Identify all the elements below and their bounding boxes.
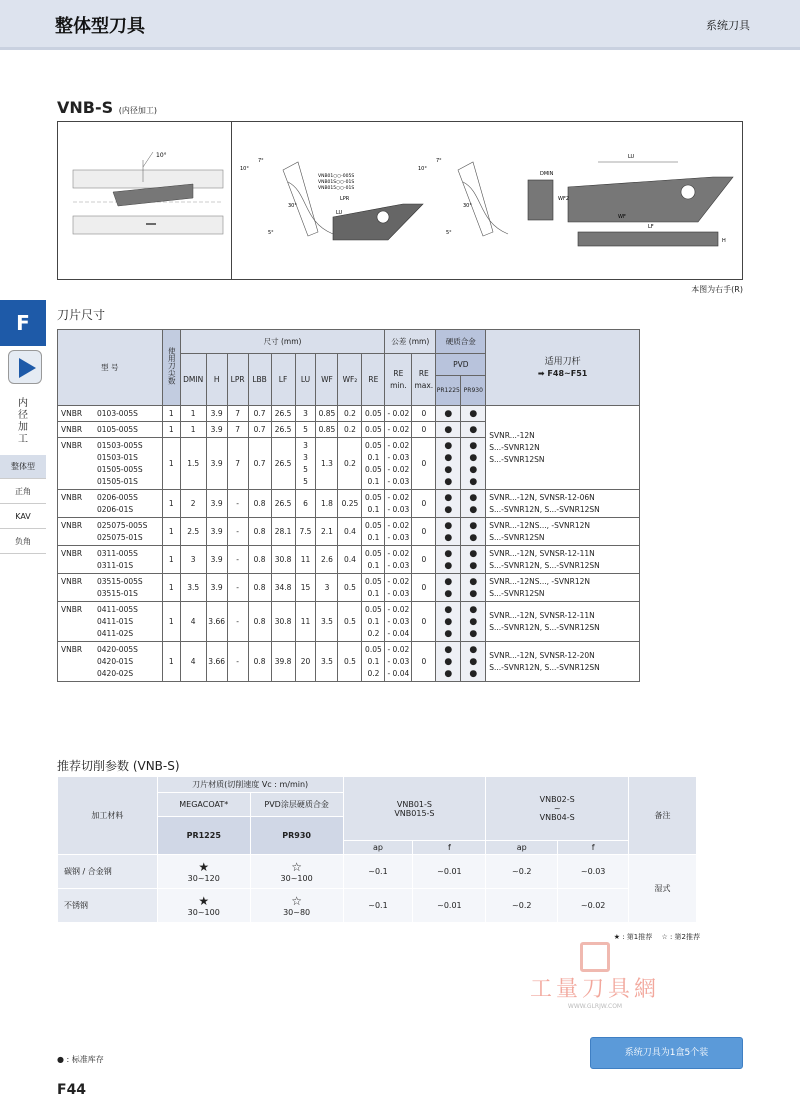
wf-value: 2.6 <box>316 546 338 574</box>
header-material: 加工材料 <box>58 777 158 855</box>
re-min-value: - 0.02 <box>385 406 412 422</box>
ap-value: ~0.1 <box>343 855 413 889</box>
svg-text:WF: WF <box>618 214 626 220</box>
header-model: 型 号 <box>58 330 163 406</box>
re-max-value: 0 <box>412 574 436 602</box>
pr930-stock: ● ● <box>461 518 486 546</box>
header-group2: VNB02-S ~ VNB04-S <box>486 777 629 841</box>
sidebar-item-kav[interactable]: KAV <box>0 505 46 529</box>
header-pvd: PVD <box>436 354 486 376</box>
wf2-value: 0.5 <box>338 602 362 642</box>
h-value: 3.66 <box>206 602 227 642</box>
lpr-value: - <box>227 642 248 682</box>
h-value: 3.9 <box>206 574 227 602</box>
lf-value: 28.1 <box>271 518 295 546</box>
re-min-value: - 0.02 - 0.03 - 0.02 - 0.03 <box>385 438 412 490</box>
pr930-stock: ● ● <box>461 490 486 518</box>
insert-code: VNBR 025075-005S 025075-01S <box>58 518 163 546</box>
edge-count: 1 <box>162 642 180 682</box>
lbb-value: 0.8 <box>248 546 271 574</box>
lpr-value: 7 <box>227 422 248 438</box>
f-value: ~0.01 <box>413 855 486 889</box>
lbb-value: 0.8 <box>248 574 271 602</box>
ap-value: ~0.2 <box>486 889 558 923</box>
lbb-value: 0.8 <box>248 518 271 546</box>
lpr-value: - <box>227 490 248 518</box>
svg-text:WF2: WF2 <box>558 196 570 202</box>
lu-value: 15 <box>295 574 316 602</box>
insert-code: VNBR 0206-005S 0206-01S <box>58 490 163 518</box>
header-re: RE <box>362 354 385 406</box>
pr930-cell: ☆ 30~80 <box>250 889 343 923</box>
dmin-value: 3.5 <box>180 574 206 602</box>
header-ap-2: ap <box>486 841 558 855</box>
insert-code: VNBR 0105-005S <box>58 422 163 438</box>
wf2-value: 0.2 <box>338 438 362 490</box>
wf-value: 1.3 <box>316 438 338 490</box>
wf2-value: 0.4 <box>338 518 362 546</box>
lpr-value: - <box>227 602 248 642</box>
applicable-holder: SVNR...-12N, SVNSR-12-20N S...-SVNR12N, S...-SVNR12SN <box>486 642 640 682</box>
header-pr930: PR930 <box>461 376 486 406</box>
re-value: 0.05 0.1 <box>362 490 385 518</box>
wf-value: 1.8 <box>316 490 338 518</box>
sidebar-item-solid[interactable]: 整体型 <box>0 455 46 479</box>
wf2-value: 0.2 <box>338 406 362 422</box>
svg-text:10°: 10° <box>418 166 427 172</box>
header-edges: 使用刀尖数 <box>162 330 180 406</box>
svg-text:LU: LU <box>628 154 635 160</box>
lf-value: 34.8 <box>271 574 295 602</box>
header-group1: VNB01-S VNB015-S <box>343 777 486 841</box>
re-value: 0.05 <box>362 406 385 422</box>
lu-value: 20 <box>295 642 316 682</box>
header-holder: 适用刀杆 ➡ F48~F51 <box>486 330 640 406</box>
wf2-value: 0.25 <box>338 490 362 518</box>
model-name: VNB-S <box>57 98 114 117</box>
pr930-stock: ● ● ● <box>461 602 486 642</box>
table-row <box>58 855 697 889</box>
header-tolerance: 公差 (mm) <box>385 330 436 354</box>
header-f-2: f <box>558 841 629 855</box>
svg-text:5°: 5° <box>446 230 452 236</box>
header-wf2: WF₂ <box>338 354 362 406</box>
table-row <box>58 546 640 574</box>
table-row <box>58 406 640 422</box>
lf-value: 39.8 <box>271 642 295 682</box>
remark-cell: 湿式 <box>629 855 697 923</box>
internal-turning-icon <box>8 350 42 384</box>
insert-code: VNBR 0411-005S 0411-01S 0411-02S <box>58 602 163 642</box>
svg-text:VNB015○○-01S: VNB015○○-01S <box>318 186 355 191</box>
table-row <box>58 490 640 518</box>
applicable-holder: SVNR...-12N, SVNSR-12-11N S...-SVNR12N, S...-SVNR12SN <box>486 602 640 642</box>
svg-text:7°: 7° <box>258 158 264 164</box>
header-lpr: LPR <box>227 354 248 406</box>
technical-drawings <box>58 122 742 279</box>
edge-count: 1 <box>162 406 180 422</box>
edge-count: 1 <box>162 490 180 518</box>
lbb-value: 0.7 <box>248 422 271 438</box>
applicable-holder: SVNR...-12N, SVNSR-12-11N S...-SVNR12N, S...-SVNR12SN <box>486 546 640 574</box>
wf2-value: 0.4 <box>338 546 362 574</box>
material-name: 碳钢 / 合金钢 <box>58 855 158 889</box>
cutting-conditions-table <box>57 776 697 923</box>
dmin-value: 3 <box>180 546 206 574</box>
insert-code: VNBR 0311-005S 0311-01S <box>58 546 163 574</box>
pr930-stock: ● <box>461 422 486 438</box>
lpr-value: - <box>227 518 248 546</box>
re-value: 0.05 0.1 <box>362 574 385 602</box>
header-lbb: LBB <box>248 354 271 406</box>
re-value: 0.05 0.1 0.05 0.1 <box>362 438 385 490</box>
model-note: (内径加工) <box>118 106 157 115</box>
sidebar-item-positive[interactable]: 正角 <box>0 480 46 504</box>
lu-value: 7.5 <box>295 518 316 546</box>
ap-value: ~0.2 <box>486 855 558 889</box>
pr1225-cell: ★ 30~120 <box>157 855 250 889</box>
lpr-value: - <box>227 574 248 602</box>
wf-value: 0.85 <box>316 422 338 438</box>
pr1225-stock: ● ● ● ● <box>436 438 461 490</box>
svg-text:10°: 10° <box>240 166 249 172</box>
re-value: 0.05 0.1 <box>362 518 385 546</box>
lu-value: 5 <box>295 422 316 438</box>
insert-code: VNBR 0103-005S <box>58 406 163 422</box>
pr1225-stock: ● ● <box>436 546 461 574</box>
re-min-value: - 0.02 - 0.03 <box>385 574 412 602</box>
wf-value: 3.5 <box>316 602 338 642</box>
right-hand-note: 本图为右手(R) <box>691 285 743 294</box>
wf-value: 0.85 <box>316 406 338 422</box>
sidebar-item-negative[interactable]: 负角 <box>0 530 46 554</box>
svg-text:LF: LF <box>648 224 654 230</box>
edge-count: 1 <box>162 422 180 438</box>
header-h: H <box>206 354 227 406</box>
lu-value: 3 3 5 5 <box>295 438 316 490</box>
svg-text:LPR: LPR <box>340 196 350 202</box>
dmin-value: 1.5 <box>180 438 206 490</box>
lu-value: 11 <box>295 602 316 642</box>
pr1225-cell: ★ 30~100 <box>157 889 250 923</box>
svg-text:10°: 10° <box>156 152 167 159</box>
svg-text:DMIN: DMIN <box>540 171 554 177</box>
svg-text:30°: 30° <box>288 203 297 209</box>
pr930-stock: ● ● ● <box>461 642 486 682</box>
dmin-value: 2.5 <box>180 518 206 546</box>
svg-text:5°: 5° <box>268 230 274 236</box>
re-max-value: 0 <box>412 422 436 438</box>
applicable-holder: SVNR...-12NS..., -SVNR12N S...-SVNR12SN <box>486 574 640 602</box>
re-min-value: - 0.02 <box>385 422 412 438</box>
wf2-value: 0.5 <box>338 574 362 602</box>
lu-value: 6 <box>295 490 316 518</box>
edge-count: 1 <box>162 574 180 602</box>
re-min-value: - 0.02 - 0.03 <box>385 546 412 574</box>
pr930-stock: ● ● <box>461 574 486 602</box>
header-wf: WF <box>316 354 338 406</box>
insert-code: VNBR 0420-005S 0420-01S 0420-02S <box>58 642 163 682</box>
recommendation-legend: ★ : 第1推荐 ☆ : 第2推荐 <box>613 933 700 941</box>
h-value: 3.9 <box>206 406 227 422</box>
header-remark: 备注 <box>629 777 697 855</box>
lbb-value: 0.8 <box>248 490 271 518</box>
svg-text:7°: 7° <box>436 158 442 164</box>
dmin-value: 1 <box>180 406 206 422</box>
re-value: 0.05 0.1 0.2 <box>362 602 385 642</box>
table-row <box>58 518 640 546</box>
re-value: 0.05 <box>362 422 385 438</box>
edge-count: 1 <box>162 518 180 546</box>
pr1225-stock: ● ● ● <box>436 602 461 642</box>
edge-count: 1 <box>162 546 180 574</box>
wf-value: 2.1 <box>316 518 338 546</box>
lf-value: 30.8 <box>271 602 295 642</box>
re-max-value: 0 <box>412 602 436 642</box>
svg-text:30°: 30° <box>463 203 472 209</box>
watermark-text: 工量刀具網 <box>529 977 660 1002</box>
lbb-value: 0.7 <box>248 406 271 422</box>
lbb-value: 0.8 <box>248 602 271 642</box>
header-pr1225: PR1225 <box>436 376 461 406</box>
wf2-value: 0.5 <box>338 642 362 682</box>
header-pr930: PR930 <box>250 817 343 855</box>
header-lf: LF <box>271 354 295 406</box>
page-number: F44 <box>57 1082 87 1098</box>
header-ap-1: ap <box>343 841 413 855</box>
pr1225-stock: ● ● ● <box>436 642 461 682</box>
lf-value: 26.5 <box>271 438 295 490</box>
page-category: 系统刀具 <box>706 19 750 32</box>
pr1225-stock: ● <box>436 422 461 438</box>
dmin-value: 4 <box>180 602 206 642</box>
page-title: 整体型刀具 <box>55 16 145 37</box>
lf-value: 30.8 <box>271 546 295 574</box>
re-max-value: 0 <box>412 406 436 422</box>
spec-table-title: 刀片尺寸 <box>57 308 106 322</box>
lf-value: 26.5 <box>271 490 295 518</box>
svg-text:LU: LU <box>336 210 343 216</box>
header-re-max: RE max. <box>412 354 436 406</box>
h-value: 3.9 <box>206 546 227 574</box>
lpr-value: 7 <box>227 438 248 490</box>
stock-note: ● : 标准库存 <box>57 1055 104 1064</box>
lpr-value: - <box>227 546 248 574</box>
header-megacoat: MEGACOAT* <box>157 793 250 817</box>
lbb-value: 0.7 <box>248 438 271 490</box>
ap-value: ~0.1 <box>343 889 413 923</box>
re-max-value: 0 <box>412 642 436 682</box>
lf-value: 26.5 <box>271 406 295 422</box>
applicable-holder: SVNR...-12N S...-SVNR12N S...-SVNR12SN <box>486 406 640 490</box>
dmin-value: 4 <box>180 642 206 682</box>
lbb-value: 0.8 <box>248 642 271 682</box>
cutting-table-title: 推荐切削参数 (VNB-S) <box>57 759 180 773</box>
header-re-min: RE min. <box>385 354 412 406</box>
pr1225-stock: ● ● <box>436 518 461 546</box>
re-min-value: - 0.02 - 0.03 <box>385 490 412 518</box>
applicable-holder: SVNR...-12NS..., -SVNR12N S...-SVNR12SN <box>486 518 640 546</box>
lu-value: 11 <box>295 546 316 574</box>
watermark-logo-icon <box>580 942 610 972</box>
lu-value: 3 <box>295 406 316 422</box>
dmin-value: 2 <box>180 490 206 518</box>
f-value: ~0.01 <box>413 889 486 923</box>
header-dmin: DMIN <box>180 354 206 406</box>
wf-value: 3 <box>316 574 338 602</box>
h-value: 3.66 <box>206 642 227 682</box>
pr1225-stock: ● ● <box>436 490 461 518</box>
package-info-button[interactable]: 系统刀具为1盒5个装 <box>590 1037 743 1069</box>
header-dimensions: 尺寸 (mm) <box>180 330 385 354</box>
dmin-value: 1 <box>180 422 206 438</box>
edge-count: 1 <box>162 438 180 490</box>
pr1225-stock: ● <box>436 406 461 422</box>
re-max-value: 0 <box>412 518 436 546</box>
chapter-tab[interactable]: F <box>0 300 46 346</box>
pr930-cell: ☆ 30~100 <box>250 855 343 889</box>
re-min-value: - 0.02 - 0.03 <box>385 518 412 546</box>
lf-value: 26.5 <box>271 422 295 438</box>
re-min-value: - 0.02 - 0.03 - 0.04 <box>385 642 412 682</box>
re-value: 0.05 0.1 <box>362 546 385 574</box>
material-name: 不锈钢 <box>58 889 158 923</box>
drawing-panel <box>57 121 743 280</box>
section-title <box>57 98 157 117</box>
insert-spec-table <box>57 329 640 682</box>
header-lu: LU <box>295 354 316 406</box>
applicable-holder: SVNR...-12N, SVNSR-12-06N S...-SVNR12N, S...-SVNR12SN <box>486 490 640 518</box>
re-max-value: 0 <box>412 438 436 490</box>
wf-value: 3.5 <box>316 642 338 682</box>
pr1225-stock: ● ● <box>436 574 461 602</box>
wf2-value: 0.2 <box>338 422 362 438</box>
re-min-value: - 0.02 - 0.03 - 0.04 <box>385 602 412 642</box>
svg-text:VNB01S○○-01S: VNB01S○○-01S <box>318 180 355 185</box>
f-value: ~0.03 <box>558 855 629 889</box>
insert-geometry-drawing-2 <box>418 154 733 246</box>
table-row <box>58 889 697 923</box>
insert-geometry-drawing-1 <box>240 158 423 240</box>
bore-machining-drawing <box>73 152 223 234</box>
table-row <box>58 642 640 682</box>
insert-code: VNBR 01503-005S 01503-01S 01505-005S 01505-01S <box>58 438 163 490</box>
svg-text:VNB01○○-005S: VNB01○○-005S <box>318 174 355 179</box>
re-max-value: 0 <box>412 546 436 574</box>
pr930-stock: ● <box>461 406 486 422</box>
edge-count: 1 <box>162 602 180 642</box>
header-grade: 刀片材质(切削速度 Vc : m/min) <box>157 777 343 793</box>
h-value: 3.9 <box>206 422 227 438</box>
watermark <box>495 942 695 1026</box>
pr930-stock: ● ● <box>461 546 486 574</box>
pr930-stock: ● ● ● ● <box>461 438 486 490</box>
svg-text:H: H <box>722 238 726 244</box>
lpr-value: 7 <box>227 406 248 422</box>
re-max-value: 0 <box>412 490 436 518</box>
table-row <box>58 574 640 602</box>
page-header <box>0 0 800 50</box>
header-pvd-carbide: PVD涂层硬质合金 <box>250 793 343 817</box>
header-f-1: f <box>413 841 486 855</box>
f-value: ~0.02 <box>558 889 629 923</box>
re-value: 0.05 0.1 0.2 <box>362 642 385 682</box>
h-value: 3.9 <box>206 518 227 546</box>
table-row <box>58 602 640 642</box>
watermark-url: WWW.GLRJW.COM <box>567 1003 623 1010</box>
header-carbide: 硬质合金 <box>436 330 486 354</box>
insert-code: VNBR 03515-005S 03515-01S <box>58 574 163 602</box>
h-value: 3.9 <box>206 438 227 490</box>
sidebar-section-label: 内径加工 <box>18 398 28 445</box>
header-pr1225: PR1225 <box>157 817 250 855</box>
h-value: 3.9 <box>206 490 227 518</box>
